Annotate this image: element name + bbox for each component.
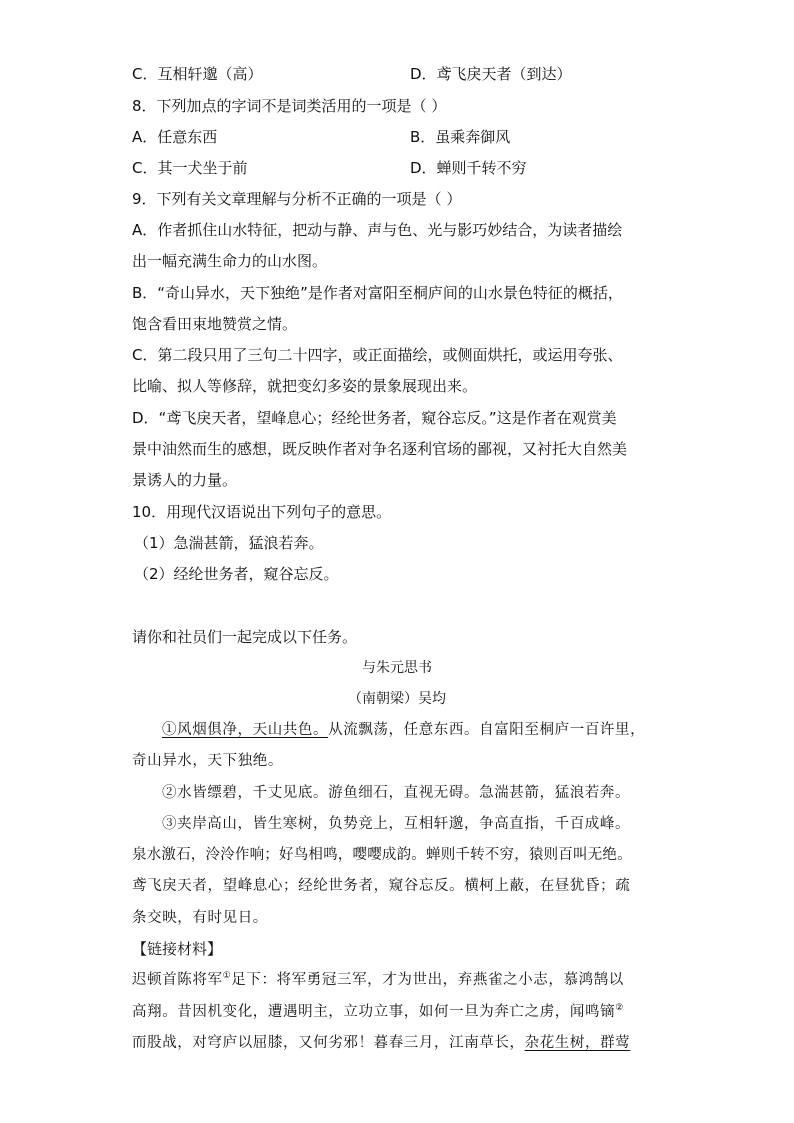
passage-paragraph-2: ②水皆缥碧，千丈见底。游鱼细石，直视无碍。急湍甚箭，猛浪若奔。 [162,785,631,801]
q8-option-d: D．蝉则千转不穷 [410,159,527,177]
q10-item-2: （2）经纶世务者，窥谷忘反。 [134,565,339,583]
q7-options-row [132,64,672,84]
q9-option-d-line-2: 景中油然而生的感想，既反映作者对争名逐利官场的鄙视，又衬托大自然美 [132,440,628,458]
link-text-2: 高翔。昔因机变化，遭遇明主，立功立事，如何一旦为奔亡之虏，闻鸣镝 [132,1004,616,1020]
link-text-3: 而股战，对穹庐以屈膝，又何劣邪！暮春三月，江南草长， [132,1035,525,1051]
q10-item-1: （1）急湍甚箭，猛浪若奔。 [134,534,324,552]
link-text-1a: 迟顿首陈将军 [132,972,223,988]
q9-option-c-line-1: C．第二段只用了三句二十四字，或正面描绘，或侧面烘托，或运用夸张、 [132,346,623,364]
passage-title: 与朱元思书 [362,660,432,676]
q9-option-a-line-2: 出一幅充满生命力的山水图。 [132,252,328,270]
q9-option-d-line-3: 景诱人的力量。 [132,471,238,489]
passage-paragraph-3-line-4: 条交映，有时见日。 [132,910,268,926]
q8-option-c: C．其一犬坐于前 [132,159,248,177]
q8-stem: 8．下列加点的字词不是词类活用的一项是（ ） [132,97,447,115]
q9-stem: 9．下列有关文章理解与分析不正确的一项是（ ） [132,190,462,208]
link-text-1b: 足下：将军勇冠三军，才为世出，弃燕雀之小志，慕鸿鹄以 [231,972,624,988]
q9-option-b-line-2: 饱含看田束地赞赏之情。 [132,315,298,333]
footnote-marker-1: ① [222,971,232,982]
link-material-line-2 [132,1002,624,1022]
q9-option-d-line-1: D．“鸢飞戾天者，望峰息心；经纶世务者，窥谷忘反。”这是作者在观赏美 [132,409,617,427]
task-intro: 请你和社员们一起完成以下任务。 [132,628,358,646]
passage-paragraph-3-line-1: ③夹岸高山，皆生寒树，负势竞上，互相轩邈，争高直指，千百成峰。 [162,816,631,832]
q8-options-row-1 [132,127,672,147]
footnote-marker-2: ② [615,1003,624,1014]
q7-option-c: C．互相轩邈（高） [132,65,263,83]
q9-option-a-line-1: A．作者抓住山水特征，把动与静、声与色、光与影巧妙结合，为读者描绘 [132,221,623,239]
passage-paragraph-1-line-2: 奇山异水，天下独绝。 [132,753,283,769]
underlined-phrase: 杂花生树，群莺 [524,1035,631,1051]
link-material-line-3 [132,1033,630,1053]
q10-stem: 10．用现代汉语说出下列句子的意思。 [132,503,392,521]
link-material-line-1 [132,970,624,990]
passage-paragraph-3-line-3: 鸢飞戾天者，望峰息心；经纶世务者，窥谷忘反。横柯上蔽，在昼犹昏；疏 [132,878,631,894]
paragraph-1-text: 从流飘荡，任意东西。自富阳至桐庐一百许里， [328,722,646,738]
q7-option-d: D．鸢飞戾天者（到达） [410,65,572,83]
q8-option-b: B．虽乘奔御风 [410,128,511,146]
q8-options-row-2 [132,158,672,178]
passage-paragraph-1-line-1 [162,720,645,740]
underlined-sentence: ①风烟俱净，天山共色。 [162,722,329,738]
q8-option-a: A．任意东西 [132,128,218,146]
link-material-heading: 【链接材料】 [132,940,223,958]
passage-paragraph-3-line-2: 泉水激石，泠泠作响；好鸟相鸣，嘤嘤成韵。蝉则千转不穷，猿则百叫无绝。 [132,847,632,863]
q9-option-c-line-2: 比喻、拟人等修辞，就把变幻多姿的景象展现出来。 [132,377,478,395]
passage-author: （南朝梁）吴均 [348,691,446,707]
q9-option-b-line-1: B．“奇山异水，天下独绝”是作者对富阳至桐庐间的山水景色特征的概括， [132,284,623,302]
